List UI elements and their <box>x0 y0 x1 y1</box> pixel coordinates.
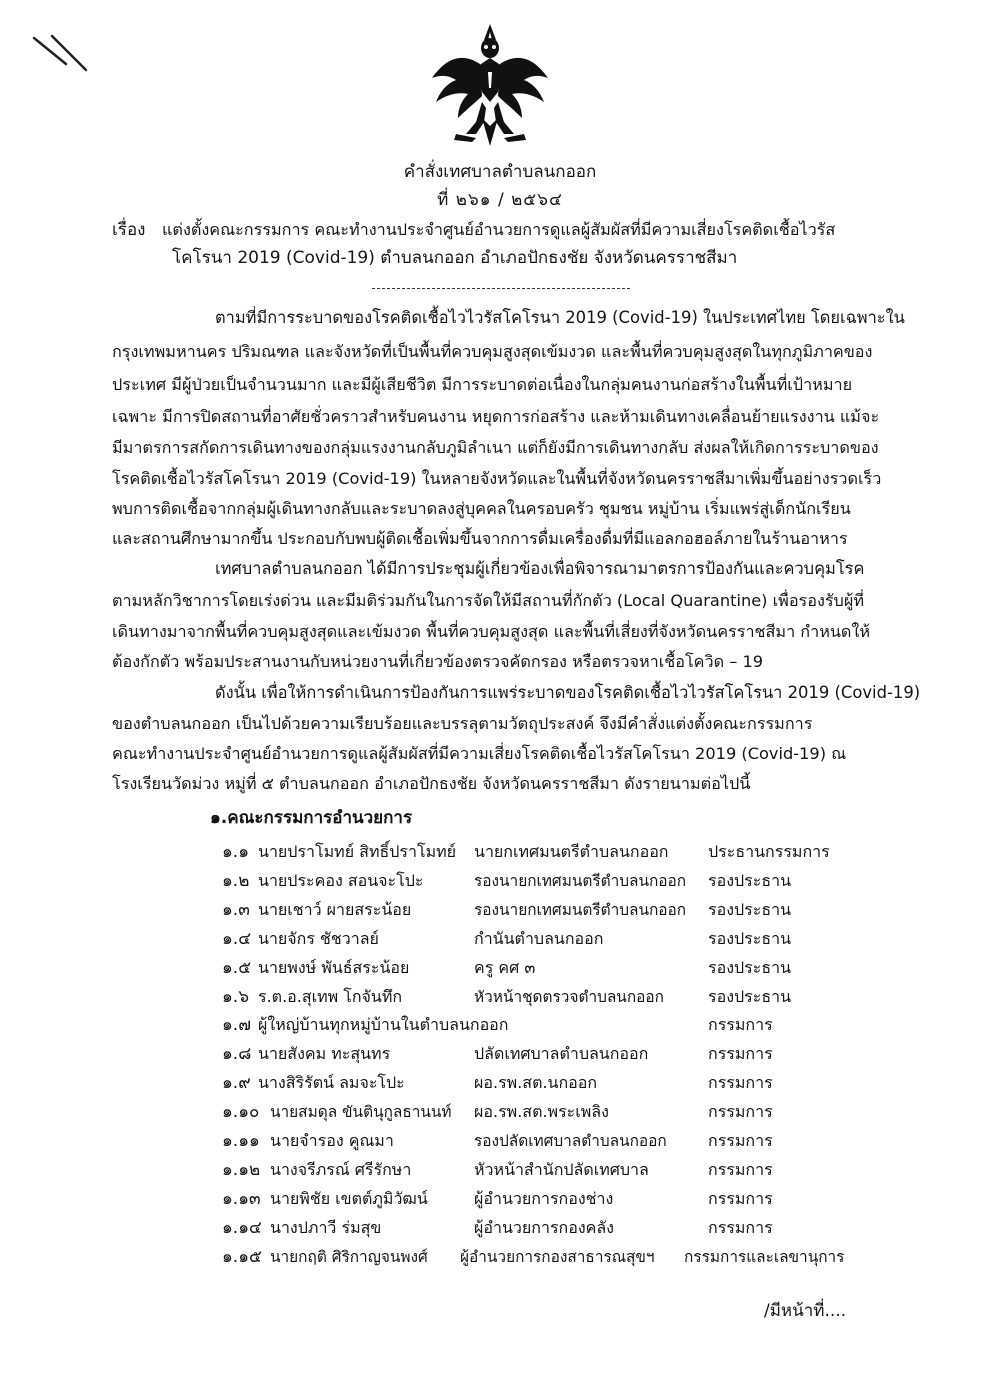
order-number: ที่ ๒๖๑ / ๒๕๖๔ <box>437 190 563 210</box>
body-line: กรุงเทพมหานคร ปริมณฑล และจังหวัดที่เป็นพื้นที่ควบคุมสูงสุดเข้มงวด และพื้นที่ควบคุมสูงสุดในทุกภูมิภาคของ <box>112 342 873 361</box>
member-role: รองประธาน <box>708 958 792 977</box>
body-line: เดินทางมาจากพื้นที่ควบคุมสูงสุดและเข้มงวด พื้นที่ควบคุมสูงสุด และพื้นที่เสี่ยงที่จังหวัดนครราชสีมา กำหนดให้ <box>112 622 871 641</box>
member-role: กรรมการ <box>708 1218 773 1237</box>
member-number: ๑.๘ <box>222 1044 252 1064</box>
body-line: ตามหลักวิชาการโดยเร่งด่วน และมีมติร่วมกันในการจัดให้มีสถานที่กักตัว (Local Quarantine) เพื่อรองรับผู้ที่ <box>112 591 864 610</box>
body-line: เฉพาะ มีการปิดสถานที่อาศัยชั่วคราวสำหรับคนงาน หยุดการก่อสร้าง และห้ามเดินทางเคลื่อนย้ายแรงงาน แม้จะ <box>112 407 880 426</box>
member-number: ๑.๓ <box>222 900 250 920</box>
member-name: นายจักร ชัชวาลย์ <box>258 929 379 948</box>
body-line: เทศบาลตำบลนกออก ได้มีการประชุมผู้เกี่ยวข้องเพื่อพิจารณามาตรการป้องกันและควบคุมโรค <box>215 559 865 578</box>
member-position: หัวหน้าชุดตรวจตำบลนกออก <box>474 988 664 1006</box>
member-number: ๑.๑๐ <box>222 1102 260 1122</box>
body-line: ตามที่มีการระบาดของโรคติดเชื้อไวไวรัสโคโรนา 2019 (Covid-19) ในประเทศไทย โดยเฉพาะใน <box>215 308 905 327</box>
body-line: ดังนั้น เพื่อให้การดำเนินการป้องกันการแพร่ระบาดของโรคติดเชื้อไวไวรัสโคโรนา 2019 (Covid-19) <box>215 683 921 702</box>
member-number: ๑.๖ <box>222 987 249 1007</box>
member-name: นายจำรอง คูณมา <box>270 1131 394 1150</box>
member-position: รองนายกเทศมนตรีตำบลนกออก <box>474 872 687 890</box>
member-role: กรรมการ <box>708 1073 773 1092</box>
member-role: รองประธาน <box>708 987 792 1006</box>
member-number: ๑.๑๕ <box>222 1247 262 1267</box>
member-name: ผู้ใหญ่บ้านทุกหมู่บ้านในตำบลนกออก <box>258 1015 509 1034</box>
member-position: หัวหน้าสำนักปลัดเทศบาล <box>474 1160 649 1179</box>
committee-heading: ๑.คณะกรรมการอำนวยการ <box>210 808 413 828</box>
member-position: ผอ.รพ.สต.นกออก <box>474 1073 598 1092</box>
body-line: ของตำบลนกออก เป็นไปด้วยความเรียบร้อยและบรรลุตามวัตถุประสงค์ จึงมีคำสั่งแต่งตั้งคณะกรรมการ <box>112 714 813 733</box>
continuation-note: /มีหน้าที่.... <box>764 1301 847 1321</box>
member-role: กรรมการ <box>708 1044 773 1063</box>
member-role: รองประธาน <box>708 900 792 919</box>
body-line: ประเทศ มีผู้ป่วยเป็นจำนวนมาก และมีผู้เสียชีวิต มีการระบาดต่อเนื่องในกลุ่มคนงานก่อสร้างในพื้นที่เป้าหมาย <box>112 375 853 394</box>
member-position: รองนายกเทศมนตรีตำบลนกออก <box>474 901 687 919</box>
member-number: ๑.๕ <box>222 958 252 978</box>
member-position: นายกเทศมนตรีตำบลนกออก <box>474 842 669 861</box>
member-name: นายกฤติ ศิริกาญจนพงศ์ <box>270 1248 428 1266</box>
body-line: โรงเรียนวัดม่วง หมู่ที่ ๕ ตำบลนกออก อำเภอปักธงชัย จังหวัดนครราชสีมา ดังรายนามต่อไปนี้ <box>112 774 751 793</box>
handwritten-slash-marks-icon <box>30 30 90 75</box>
member-number: ๑.๗ <box>222 1015 251 1035</box>
member-name: นายพิชัย เขตต์ภูมิวัฒน์ <box>270 1189 428 1208</box>
member-number: ๑.๔ <box>222 929 252 949</box>
member-name: นายพงษ์ พันธ์สระน้อย <box>258 958 410 977</box>
member-position: กำนันตำบลนกออก <box>474 929 604 948</box>
body-line: โรคติดเชื้อไวรัสโคโรนา 2019 (Covid-19) ในหลายจังหวัดและในพื้นที่จังหวัดนครราชสีมาเพิ่มขึ้นอย่างรวดเร็ว <box>112 469 882 488</box>
subject-line-2: โคโรนา 2019 (Covid-19) ตำบลนกออก อำเภอปักธงชัย จังหวัดนครราชสีมา <box>172 248 738 268</box>
member-role: ประธานกรรมการ <box>708 842 830 861</box>
member-number: ๑.๙ <box>222 1073 251 1093</box>
member-position: ผู้อำนวยการกองคลัง <box>474 1218 614 1237</box>
member-number: ๑.๑๓ <box>222 1189 261 1209</box>
member-name: นางจรีภรณ์ ศรีรักษา <box>270 1160 412 1179</box>
member-position: ปลัดเทศบาลตำบลนกออก <box>474 1044 649 1063</box>
member-number: ๑.๑๔ <box>222 1218 262 1238</box>
member-role: รองประธาน <box>708 929 792 948</box>
member-position: ผอ.รพ.สต.พระเพลิง <box>474 1102 609 1121</box>
member-role: กรรมการและเลขานุการ <box>684 1248 845 1266</box>
body-line: คณะทำงานประจำศูนย์อำนวยการดูแลผู้สัมผัสที่มีความเสี่ยงโรคติดเชื้อไวรัสโคโรนา 2019 (Covid-19) ณ <box>112 744 847 763</box>
member-role: กรรมการ <box>708 1189 773 1208</box>
member-name: นางสิริรัตน์ ลมจะโปะ <box>258 1073 405 1092</box>
member-name: นายเชาว์ ผายสระน้อย <box>258 900 412 919</box>
member-number: ๑.๒ <box>222 871 250 891</box>
member-number: ๑.๑ <box>222 842 249 862</box>
member-name: ร.ต.อ.สุเทพ โกจันทึก <box>258 987 403 1006</box>
member-role: รองประธาน <box>708 871 792 890</box>
subject-line-1: แต่งตั้งคณะกรรมการ คณะทำงานประจำศูนย์อำนวยการดูแลผู้สัมผัสที่มีความเสี่ยงโรคติดเชื้อไวรัส <box>162 220 836 239</box>
member-name: นายสมดุล ขันตินุกูลธานนท์ <box>270 1103 452 1121</box>
member-role: กรรมการ <box>708 1015 773 1034</box>
member-position: ผู้อำนวยการกองสาธารณสุขฯ <box>460 1248 655 1266</box>
body-line: และสถานศึกษามากขึ้น ประกอบกับพบผู้ติดเชื้อเพิ่มขึ้นจากการดื่มเครื่องดื่มที่มีแอลกอฮอล์ภายในร้านอาหาร <box>112 529 848 548</box>
member-position: ครู คศ ๓ <box>474 958 536 977</box>
body-line: พบการติดเชื้อจากกลุ่มผู้เดินทางกลับและระบาดลงสู่บุคคลในครอบครัว ชุมชน หมู่บ้าน เริ่มแพร่สู่เด็กนักเรียน <box>112 499 851 518</box>
order-title: คำสั่งเทศบาลตำบลนกออก <box>403 162 597 182</box>
member-name: นายสังคม ทะสุนทร <box>258 1044 391 1063</box>
member-role: กรรมการ <box>708 1131 773 1150</box>
separator-line <box>372 288 630 289</box>
member-number: ๑.๑๑ <box>222 1131 260 1151</box>
member-position: ผู้อำนวยการกองช่าง <box>474 1189 614 1208</box>
member-role: กรรมการ <box>708 1160 773 1179</box>
member-role: กรรมการ <box>708 1102 773 1121</box>
body-line: ต้องกักตัว พร้อมประสานงานกับหน่วยงานที่เกี่ยวข้องตรวจคัดกรอง หรือตรวจหาเชื้อโควิด – 19 <box>112 652 764 671</box>
body-line: มีมาตรการสกัดการเดินทางของกลุ่มแรงงานกลับภูมิลำเนา แต่ก็ยังมีการเดินทางกลับ ส่งผลให้เกิดการระบาดของ <box>112 438 879 457</box>
subject-label: เรื่อง <box>112 220 146 240</box>
garuda-emblem-icon <box>426 22 554 150</box>
member-name: นายประคอง สอนจะโปะ <box>258 871 424 890</box>
member-name: นางปภาวี ร่มสุข <box>270 1218 382 1237</box>
member-number: ๑.๑๒ <box>222 1160 261 1180</box>
member-position: รองปลัดเทศบาลตำบลนกออก <box>474 1132 667 1150</box>
member-name: นายปราโมทย์ สิทธิ์ปราโมทย์ <box>258 842 457 861</box>
